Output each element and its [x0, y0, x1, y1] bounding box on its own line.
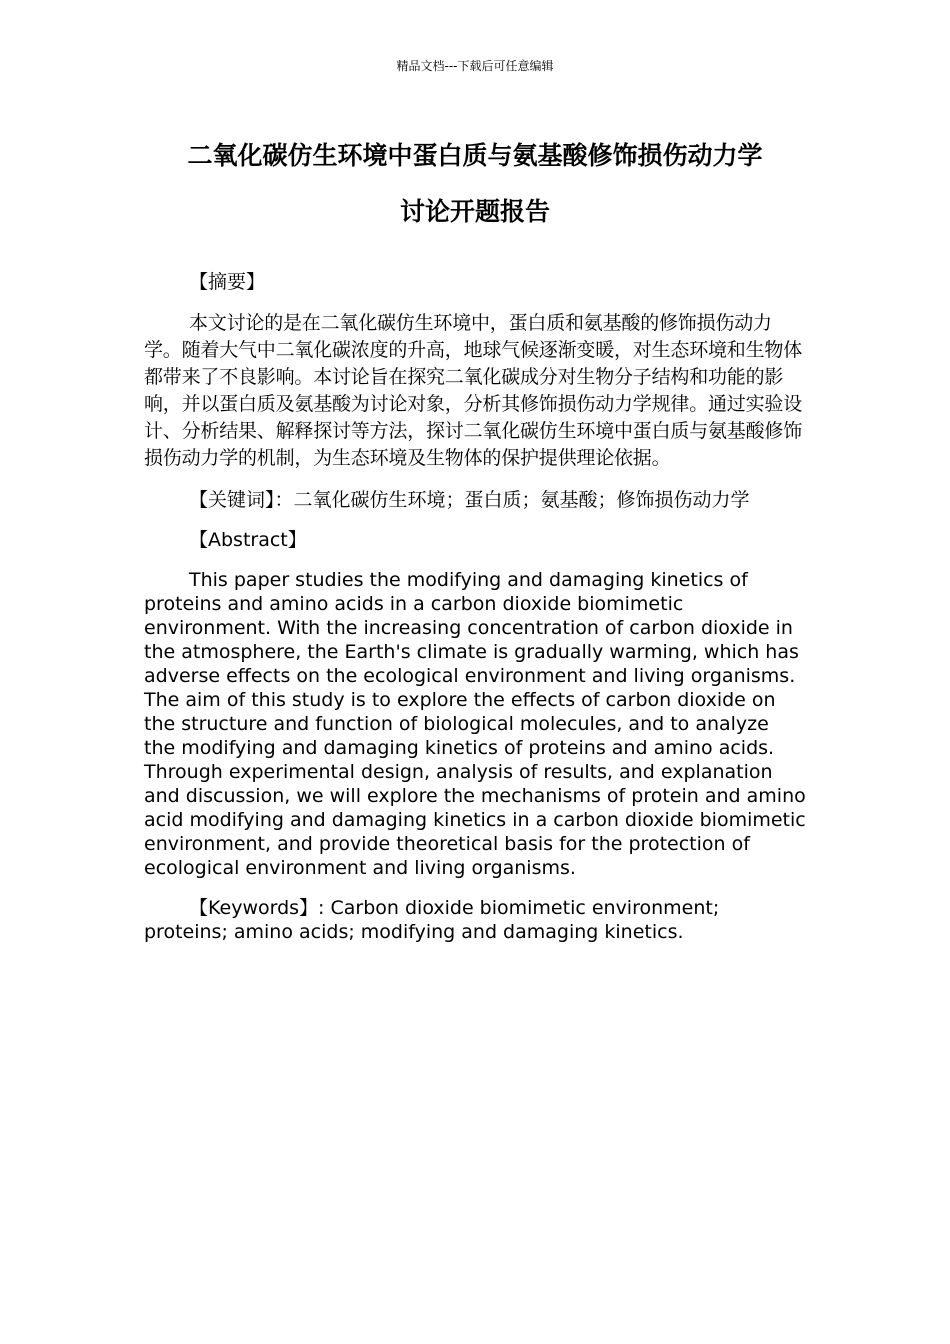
- document-body: [144, 270, 806, 944]
- abstract-en-body: This paper studies the modifying and damaging kinetics of proteins and amino acids in a carbon dioxide biomimetic environment. With the increasing concentration of carbon dioxide in the atmosphere, the Earth's climate is gradually warming, which has adverse effects on the ecological environment and living organisms. The aim of this study is to explore the effects of carbon dioxide on the structure and function of biological molecules, and to analyze the modifying and damaging kinetics of proteins and amino acids. Through experimental design, analysis of results, and explanation and discussion, we will explore the mechanisms of protein and amino acid modifying and damaging kinetics in a carbon dioxide biomimetic environment, and provide theoretical basis for the protection of ecological environment and living organisms.: [144, 569, 806, 879]
- keywords-zh: 【关键词】：二氧化碳仿生环境；蛋白质；氨基酸；修饰损伤动力学: [189, 489, 750, 511]
- document-title-line-2: 讨论开题报告: [399, 197, 550, 226]
- abstract-zh-body: 本文讨论的是在二氧化碳仿生环境中，蛋白质和氨基酸的修饰损伤动力学。随着大气中二氧化碳浓度的升高，地球气候逐渐变暖，对生态环境和生物体都带来了不良影响。本讨论旨在探究二氧化碳成分对生物分子结构和功能的影响，并以蛋白质及氨基酸为讨论对象，分析其修饰损伤动力学规律。通过实验设计、分析结果、解释探讨等方法，探讨二氧化碳仿生环境中蛋白质与氨基酸修饰损伤动力学的机制，为生态环境及生物体的保护提供理论依据。: [144, 312, 803, 469]
- page-header: 精品文档---下载后可任意编辑: [396, 59, 554, 73]
- abstract-zh-heading: 【摘要】: [189, 271, 266, 293]
- keywords-en: 【Keywords】: Carbon dioxide biomimetic environment; proteins; amino acids; modifying and damaging kinetics.: [144, 897, 720, 943]
- abstract-en-heading: 【Abstract】: [189, 529, 307, 551]
- document-title-line-1: 二氧化碳仿生环境中蛋白质与氨基酸修饰损伤动力学: [187, 141, 763, 170]
